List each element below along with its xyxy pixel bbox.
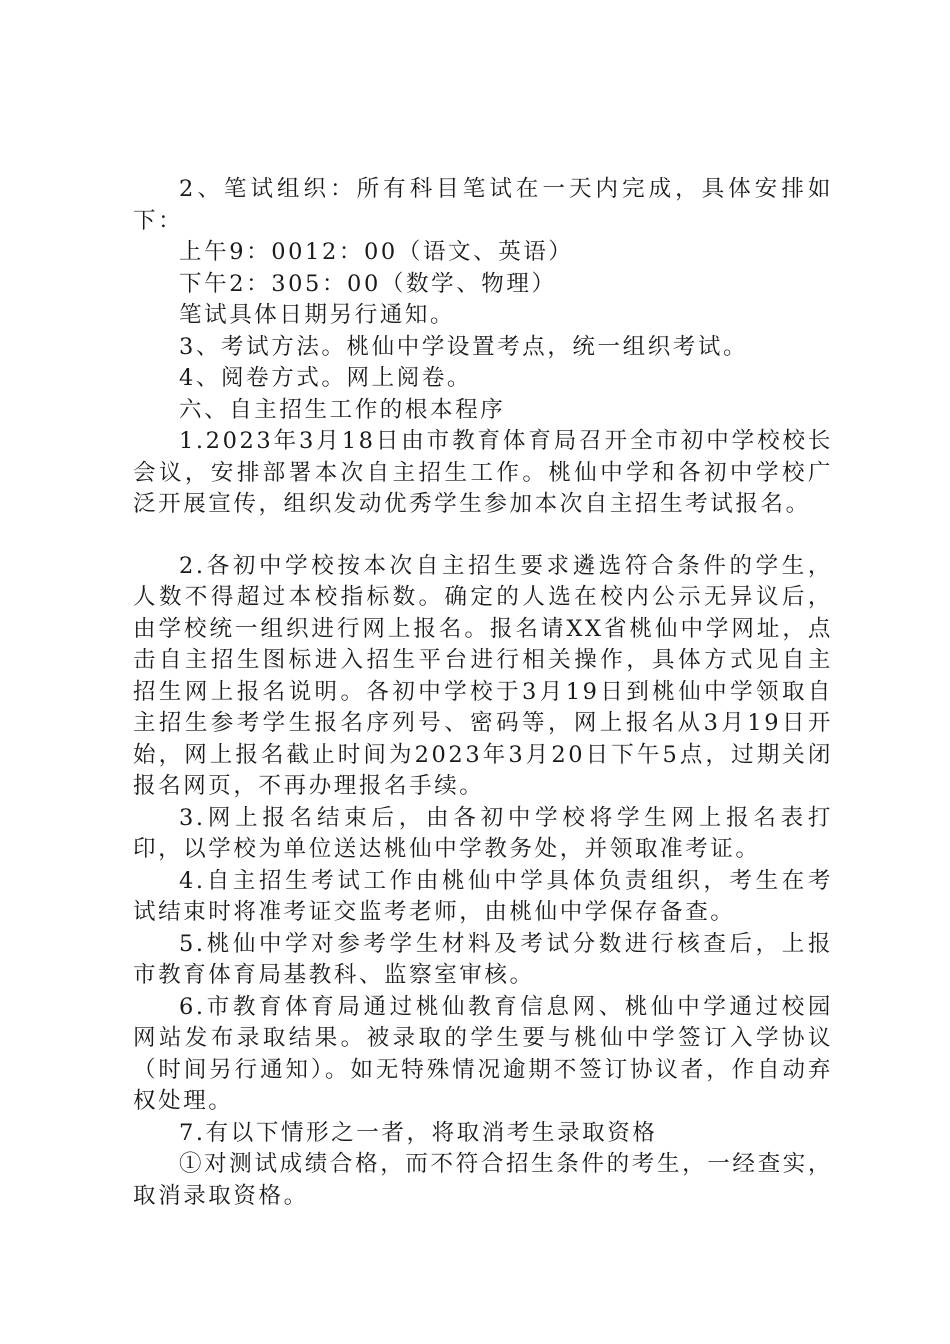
paragraph-procedure-6: 6.市教育体育局通过桃仙教育信息网、桃仙中学通过校园网站发布录取结果。被录取的学生要与桃仙中学签订入学协议（时间另行通知）。如无特殊情况逾期不签订协议者，作自动弃权处理。 — [133, 993, 833, 1114]
paragraph-afternoon-schedule: 下午2：305：00（数学、物理） — [179, 270, 557, 297]
paragraph-exam-method: 3、考试方法。桃仙中学设置考点，统一组织考试。 — [179, 333, 749, 360]
section-heading-procedure: 六、自主招生工作的根本程序 — [179, 396, 506, 423]
paragraph-written-exam-organization: 2、笔试组织：所有科目笔试在一天内完成，具体安排如下： — [133, 176, 833, 234]
paragraph-procedure-3: 3.网上报名结束后，由各初中学校将学生网上报名表打印，以学校为单位送达桃仙中学教务处，并领取准考证。 — [133, 804, 833, 862]
paragraph-procedure-7: 7.有以下情形之一者，将取消考生录取资格 — [179, 1119, 658, 1146]
document-body — [133, 174, 833, 1212]
paragraph-morning-schedule: 上午9：0012：00（语文、英语） — [179, 239, 574, 265]
paragraph-procedure-1: 1.2023年3月18日由市教育体育局召开全市初中学校校长会议，安排部署本次自主招生工作。桃仙中学和各初中学校广泛开展宣传，组织发动优秀学生参加本次自主招生考试报名。 — [133, 428, 833, 517]
paragraph-grading-method: 4、阅卷方式。网上阅卷。 — [179, 365, 473, 391]
paragraph-procedure-4: 4.自主招生考试工作由桃仙中学具体负责组织，考生在考试结束时将准考证交监考老师，由桃仙中学保存备查。 — [133, 867, 833, 925]
paragraph-procedure-5: 5.桃仙中学对参考学生材料及考试分数进行核查后，上报市教育体育局基教科、监察室审核。 — [133, 930, 833, 988]
paragraph-disqualification-1: ①对测试成绩合格，而不符合招生条件的考生，一经查实，取消录取资格。 — [133, 1151, 833, 1209]
paragraph-procedure-2: 2.各初中学校按本次自主招生要求遴选符合条件的学生，人数不得超过本校指标数。确定的人选在校内公示无异议后，由学校统一组织进行网上报名。报名请XX省桃仙中学网址，点击自主招生图标进入招生平台进行相关操作，具体方式见自主招生网上报名说明。各初中学校于3月19日到桃仙中学领取自主招生参考学生报名序列号、密码等，网上报名从3月19日开始，网上报名截止时间为2023年3月20日下午5点，过期关闭报名网页，不再办理报名手续。 — [133, 552, 833, 799]
paragraph-exam-date-notice: 笔试具体日期另行通知。 — [179, 302, 456, 328]
